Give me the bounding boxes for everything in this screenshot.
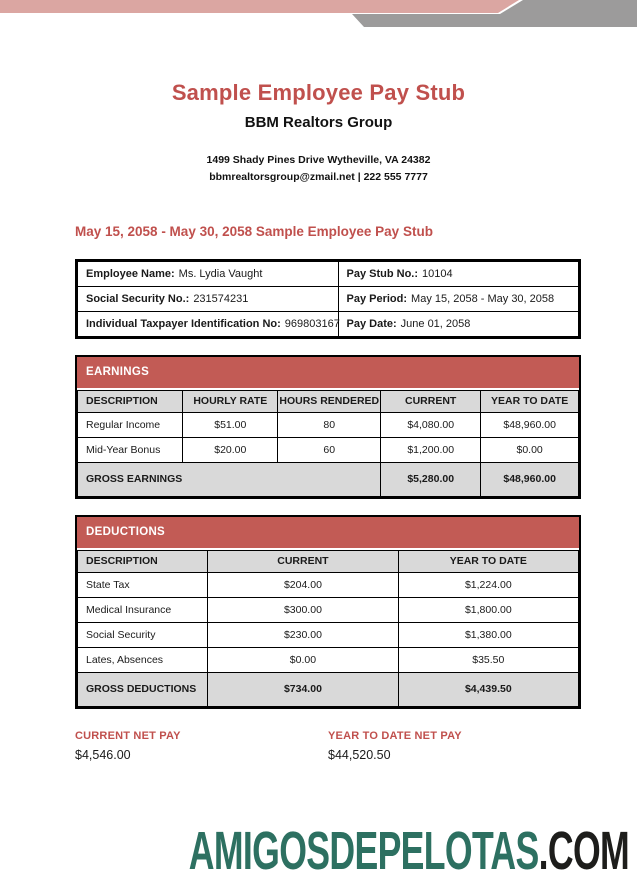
current-net-pay-value: $4,546.00 xyxy=(75,747,131,762)
column-header: DESCRIPTION xyxy=(78,550,208,572)
column-header: HOURLY RATE xyxy=(183,390,278,412)
table-row xyxy=(78,311,579,336)
company-address: 1499 Shady Pines Drive Wytheville, VA 24382 xyxy=(206,154,431,166)
pay-period-heading: May 15, 2058 - May 30, 2058 Sample Employee Pay Stub xyxy=(75,223,433,239)
ssn-cell: Social Security No.: 231574231 xyxy=(78,286,339,311)
column-header: HOURS RENDERED xyxy=(278,390,381,412)
ytd-net-pay-label: YEAR TO DATE NET PAY xyxy=(328,729,462,742)
pay-stub-no-cell: Pay Stub No.: 10104 xyxy=(338,261,578,286)
watermark-brand xyxy=(189,820,629,882)
earnings-table xyxy=(77,390,579,497)
deductions-header-row xyxy=(78,550,579,572)
pink-banner-shape xyxy=(0,0,519,13)
earnings-section-header xyxy=(77,357,579,390)
gross-earnings-row: GROSS EARNINGS $5,280.00 $48,960.00 xyxy=(78,462,579,496)
deductions-section-header xyxy=(77,517,579,550)
gross-deductions-row: GROSS DEDUCTIONS $734.00 $4,439.50 xyxy=(78,672,579,706)
table-row: Mid-Year Bonus $20.00 60 $1,200.00 $0.00 xyxy=(78,437,579,462)
itin-cell: Individual Taxpayer Identification No: 969803167 xyxy=(78,311,339,336)
table-row: Medical Insurance $300.00 $1,800.00 xyxy=(78,597,579,622)
deductions-table xyxy=(77,550,579,707)
net-pay-summary xyxy=(75,730,581,762)
ytd-net-pay-block xyxy=(328,730,581,762)
company-name: BBM Realtors Group xyxy=(244,114,393,131)
earnings-header-row xyxy=(78,390,579,412)
table-row: Social Security $230.00 $1,380.00 xyxy=(78,622,579,647)
earnings-section-title: EARNINGS xyxy=(86,366,150,379)
table-row: Regular Income $51.00 80 $4,080.00 $48,960.00 xyxy=(78,412,579,437)
deductions-section xyxy=(75,515,581,709)
pay-period-cell: Pay Period: May 15, 2058 - May 30, 2058 xyxy=(338,286,578,311)
table-row: State Tax $204.00 $1,224.00 xyxy=(78,572,579,597)
table-row xyxy=(78,261,579,286)
column-header: DESCRIPTION xyxy=(78,390,183,412)
column-header: YEAR TO DATE xyxy=(481,390,579,412)
top-banner-decoration xyxy=(0,0,637,28)
table-row: Lates, Absences $0.00 $35.50 xyxy=(78,647,579,672)
page-title: Sample Employee Pay Stub xyxy=(171,80,466,105)
company-contact-block xyxy=(0,152,637,186)
brand-name-text: AMIGOSDEPELOTAS xyxy=(188,821,539,881)
employee-name-cell: Employee Name: Ms. Lydia Vaught xyxy=(78,261,339,286)
brand-tld-text: .COM xyxy=(538,821,629,881)
ytd-net-pay-value: $44,520.50 xyxy=(328,747,391,762)
company-email-phone: bbmrealtorsgroup@zmail.net | 222 555 7777 xyxy=(209,170,428,183)
earnings-section xyxy=(75,355,581,499)
current-net-pay-block xyxy=(75,730,328,762)
pay-date-cell: Pay Date: June 01, 2058 xyxy=(338,311,578,336)
employee-info-table xyxy=(75,259,581,339)
deductions-section-title: DEDUCTIONS xyxy=(86,526,166,539)
column-header: CURRENT xyxy=(381,390,481,412)
current-net-pay-label: CURRENT NET PAY xyxy=(75,729,181,742)
column-header: CURRENT xyxy=(208,550,398,572)
table-row xyxy=(78,286,579,311)
column-header: YEAR TO DATE xyxy=(398,550,578,572)
